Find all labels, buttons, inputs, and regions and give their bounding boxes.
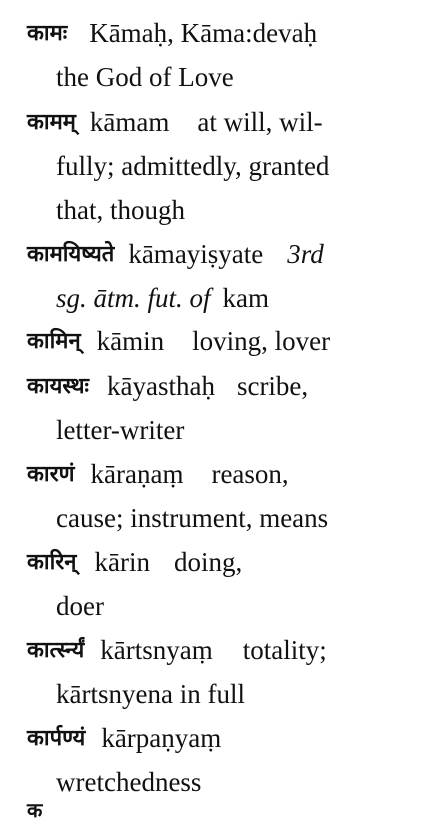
headword: Kāmaḥ, Kāma:devaḥ (89, 18, 318, 48)
gloss-italic: sg. ātm. fut. of (56, 283, 211, 313)
headword: kāmin (96, 326, 165, 356)
entry-headline (0, 325, 330, 357)
entry-headline (0, 722, 221, 754)
devanagari-word: कायस्थः (27, 374, 89, 399)
headword: kāraṇaṃ (90, 459, 184, 489)
entry-continuation: cause; instrument, means (56, 503, 329, 533)
gloss: kam (222, 283, 270, 313)
entry-headline (0, 238, 324, 270)
entry-continuation: fully; admittedly, granted (56, 151, 330, 181)
entry-continuation: the God of Love (56, 62, 234, 92)
cut-off-line: क (27, 798, 43, 822)
devanagari-word: कार्पण्यं (27, 726, 86, 751)
entry-headline (0, 546, 242, 578)
gloss: doing, (174, 547, 243, 577)
gloss: reason, (211, 459, 289, 489)
entry-headline (0, 106, 323, 138)
devanagari-word: कामिन् (27, 329, 81, 354)
gloss: at will, wil- (197, 107, 323, 137)
gloss: totality; (242, 635, 327, 665)
entry-continuation: kārtsnyena in full (56, 679, 245, 709)
entry-headline (0, 634, 327, 666)
entry-headline (0, 370, 308, 402)
entry-headline (0, 458, 289, 490)
entry-continuation: doer (56, 591, 104, 621)
devanagari-word: कामयिष्यते (27, 242, 115, 267)
headword: kāmayiṣyate (128, 239, 264, 269)
gloss: loving, lover (192, 326, 331, 356)
devanagari-word: कामम् (27, 110, 76, 135)
headword: kāyasthaḥ (106, 371, 215, 401)
headword: kārtsnyaṃ (100, 635, 213, 665)
gloss: scribe, (236, 371, 309, 401)
headword: kārin (94, 547, 150, 577)
entry-continuation: that, though (56, 195, 185, 225)
devanagari-word: कारिन् (27, 550, 77, 575)
devanagari-word: कारणं (27, 462, 75, 487)
entry-continuation: wretchedness (56, 767, 202, 797)
devanagari-word: कामः (27, 21, 68, 46)
gloss-italic: 3rd (287, 239, 324, 269)
devanagari-word: कार्त्स्न्यं (27, 638, 85, 663)
entry-continuation: letter-writer (56, 415, 185, 445)
headword: kāmam (89, 107, 170, 137)
headword: kārpaṇyaṃ (101, 723, 222, 753)
entry-headline (0, 17, 317, 49)
entry-continuation (0, 282, 269, 314)
